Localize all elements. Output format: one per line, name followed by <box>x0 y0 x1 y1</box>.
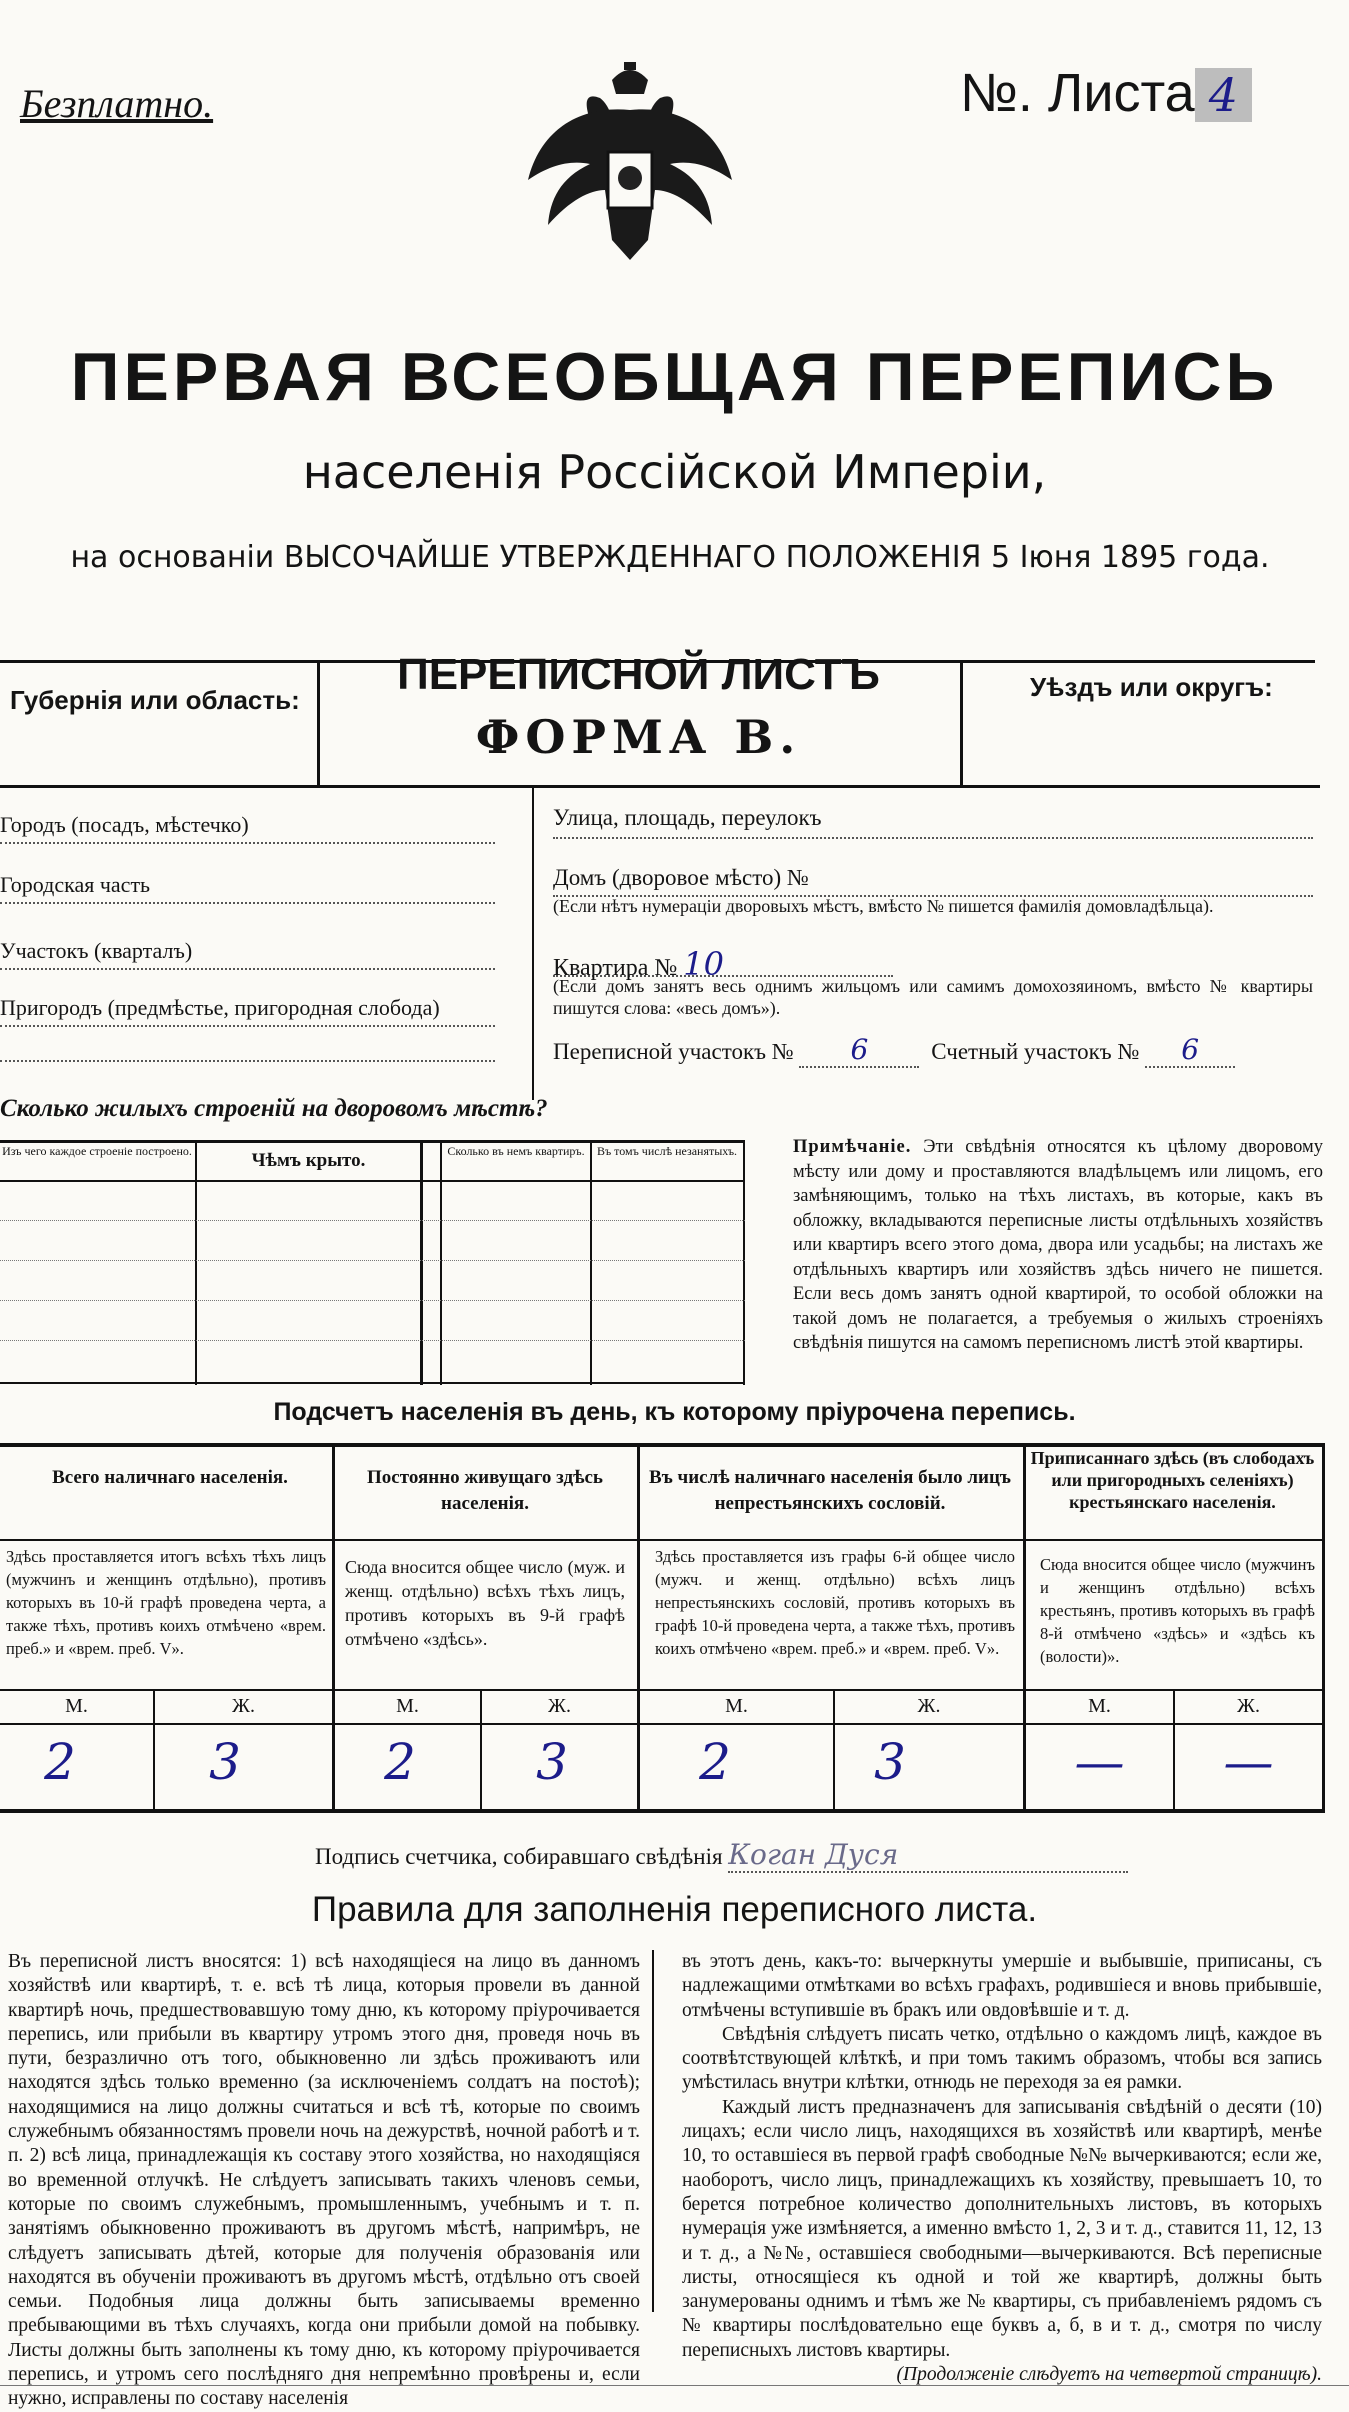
street-label: Улица, площадь, переулокъ <box>553 805 822 830</box>
note-text: Эти свѣдѣнія относятся къ цѣлому дворовому мѣсту или дому и проставляются владѣльцемъ или лицомъ, его замѣняющимъ, только на тѣхъ листахъ, въ которые, какъ въ обложку, вкладываются переписные листы отдѣльныхъ хозяйствъ или квартиръ всего этого дома, двора или усадьбы; на листахъ же отдѣльныхъ квартиръ или хозяйствъ здѣсь ничего не пишется. Если весь домъ занятъ одной квартирой, то особой обложки на такой домъ не полагается, а требуемыя о жилыхъ строеніяхъ свѣдѣнія пишутся на самомъ переписномъ листѣ этой квартиры. <box>793 1137 1323 1353</box>
signature <box>315 1838 1128 1873</box>
rules-right-p1: въ этотъ день, какъ-то: вычеркнуты умершіе и выбывшіе, приписаны, съ надлежащими отмѣтками во всѣхъ графахъ, родившіеся и вновь прибывшіе, отмѣчены вступившіе въ бракъ или овдовѣвшіе и т. д. <box>682 1951 1322 2021</box>
col1-m-label: М. <box>65 1695 88 1717</box>
count-table-title: Подсчетъ населенія въ день, къ которому пріурочена перепись. <box>273 1398 1076 1426</box>
note-label: Примѣчаніе. <box>793 1137 912 1157</box>
col2-m-value: 2 <box>384 1733 416 1791</box>
suburb-field <box>0 995 495 1027</box>
city-field <box>0 812 495 844</box>
count-table <box>0 1443 1325 1813</box>
note <box>793 1135 1323 1356</box>
flat-note: (Если домъ занятъ весь однимъ жильцомъ или самимъ домохозяиномъ, вмѣсто № квартиры пишутся слова: «весь домъ»). <box>553 976 1313 1018</box>
buildings-table <box>0 1140 745 1385</box>
free-label: Безплатно. <box>20 81 214 126</box>
col2-header: Постоянно живущаго здѣсь населенія. <box>367 1467 603 1514</box>
house-note: (Если нѣтъ нумераціи дворовыхъ мѣстъ, вмѣсто № пишется фамилія домовладѣльца). <box>553 896 1214 916</box>
flat-field <box>553 945 893 983</box>
col3-m-value: 2 <box>699 1733 731 1791</box>
signature-label: Подпись счетчика, собиравшаго свѣдѣнія <box>315 1844 723 1869</box>
house-field <box>553 865 1313 897</box>
extra-line <box>0 1040 495 1062</box>
subtitle: населенія Россійской Имперіи, <box>302 445 1047 499</box>
double-headed-eagle-emblem <box>520 60 740 270</box>
form-name: ФОРМА В. <box>475 710 802 764</box>
col1-header: Всего наличнаго населенія. <box>52 1467 288 1488</box>
col2-f-label: Ж. <box>548 1695 571 1717</box>
uezd-label: Уѣздъ или округъ: <box>1030 672 1273 702</box>
district-field <box>553 1033 1313 1068</box>
quarter-label: Участокъ (кварталъ) <box>0 938 193 963</box>
continued-note: (Продолженіе слѣдуетъ на четвертой страницѣ). <box>896 2364 1322 2386</box>
count-value: 6 <box>1145 1033 1235 1068</box>
buildings-question <box>0 1095 760 1123</box>
gubernia-label: Губернія или область: <box>10 685 300 715</box>
col4-f-value: — <box>1223 1733 1274 1791</box>
form-title: ПЕРЕПИСНОЙ ЛИСТЪ <box>397 650 880 699</box>
house-label: Домъ (дворовое мѣсто) № <box>553 865 809 890</box>
col4-header: Приписаннаго здѣсь (въ слободахъ или пригородныхъ селеніяхъ) крестьянскаго населенія. <box>1030 1448 1315 1512</box>
sheet-number-label: №. Листа <box>960 63 1195 123</box>
rules-title: Правила для заполненія переписного листа. <box>311 1890 1038 1929</box>
flat-value: 10 <box>683 945 724 983</box>
quarter-field <box>0 938 495 970</box>
col3-f-value: 3 <box>874 1733 906 1791</box>
rules-right-p3: Каждый листъ предназначенъ для записыванія свѣдѣній о десяти (10) лицахъ; если число лицъ, находящихся въ хозяйствѣ или квартирѣ, менѣе 10, то оставшіеся въ первой графѣ свободные №№ вычеркиваются; если же, наоборотъ, число лицъ, принадлежащихъ къ хозяйству, превышаетъ 10, то берется потребное количество дополнительныхъ листовъ, въ которыхъ нумерація уже измѣняется, а именно вмѣсто 1, 2, 3 и т. д., ставится 11, 12, 13 и т. д., а №№, оставшіеся свободными—вычеркиваются. Всѣ переписные листы, относящіеся къ одной и той же квартирѣ, должны быть занумерованы однимъ и тѣмъ же № квартиры, съ прибавленіемъ рядомъ съ № квартиры послѣдовательно еще буквъ а, б, в и т. д., смотря по числу переписныхъ листовъ квартиры. <box>682 2096 1322 2361</box>
col4-m-label: М. <box>1088 1695 1111 1717</box>
col3-desc: Здѣсь проставляется изъ графы 6-й общее число (мужч. и женщ. отдѣльно) всѣхъ лицъ непрестьянскихъ сословій, противъ которыхъ въ графѣ 10-й проведена черта, а также тѣхъ, противъ коихъ отмѣчено «врем. преб.» и «врем. преб. V». <box>655 1547 1015 1658</box>
col2-desc: Сюда вносится общее число (муж. и женщ. отдѣльно) всѣхъ тѣхъ лицъ, противъ которыхъ въ 9-й графѣ отмѣчено «здѣсь». <box>345 1557 625 1649</box>
col1-f-value: 3 <box>209 1733 241 1791</box>
col3-header: Въ числѣ наличнаго населенія было лицъ непрестьянскихъ сословій. <box>649 1467 1011 1514</box>
col1-f-label: Ж. <box>232 1695 255 1717</box>
col2-m-label: М. <box>396 1695 419 1717</box>
col2-f-value: 3 <box>536 1733 568 1791</box>
col-roof: Чѣмъ крыто. <box>251 1150 366 1171</box>
col-vacant: Въ томъ числѣ незанятыхъ. <box>596 1144 738 1158</box>
col4-f-label: Ж. <box>1237 1695 1260 1717</box>
rules-right <box>682 1950 1322 2387</box>
col1-m-value: 2 <box>44 1733 76 1791</box>
city-field-label: Городъ (посадъ, мѣстечко) <box>0 812 249 837</box>
flat-label: Квартира № <box>553 955 678 981</box>
col4-desc: Сюда вносится общее число (мужчинъ и женщинъ отдѣльно) всѣхъ крестьянъ, противъ которыхъ въ графѣ 8-й отмѣчено «здѣсь» и «здѣсь къ (волости)». <box>1040 1555 1315 1666</box>
signature-value: Коган Дуся <box>728 1838 1128 1873</box>
city-part-field <box>0 872 495 904</box>
col-flats: Сколько въ немъ квартиръ. <box>447 1144 585 1158</box>
rules-left: Въ переписной листъ вносятся: 1) всѣ находящіеся на лицо въ данномъ хозяйствѣ или квартирѣ, т. е. всѣ тѣ лица, которыя провели въ данной квартирѣ ночь, предшествовавшую тому дню, къ которому пріурочивается перепись, или прибыли въ квартиру утромъ этого дня, проведя ночь въ пути, безразлично отъ того, обыкновенно ли здѣсь проживаютъ или находятся здѣсь только временно (за исключеніемъ солдатъ на постоѣ); находящимися на лицо должны считаться и всѣ тѣ, которые по своимъ служебнымъ обязанностямъ провели ночь на дежурствѣ, ночной работѣ и т. п. 2) всѣ лица, принадлежащія къ составу этого хозяйства, но находящіяся во временной отлучкѣ. Не слѣдуетъ записывать такихъ членовъ семьи, которые по своимъ служебнымъ, промышленнымъ, учебнымъ и т. п. занятіямъ обыкновенно проживаютъ въ другомъ мѣстѣ, напримѣръ, не слѣдуетъ записывать дѣтей, которые для полученія образованія или находятся въ обученіи проживаютъ въ другомъ мѣстѣ, отдѣльно отъ своей семьи. Подобныя лица должны быть записываемы временно пребывающими въ тѣхъ случаяхъ, когда они прибыли домой на побывку. Листы должны быть заполнены къ тому дню, къ которому пріурочивается перепись, и утромъ сего послѣдняго дня непремѣнно провѣрены и, если нужно, исправлены по составу населенія <box>8 1951 640 2410</box>
count-label: Счетный участокъ № <box>931 1039 1140 1064</box>
suburb-label: Пригородъ (предмѣстье, пригородная слобода) <box>0 995 440 1020</box>
city-part-label: Городская часть <box>0 872 151 897</box>
district-value: 6 <box>799 1033 919 1068</box>
buildings-question-text: Сколько жилыхъ строеній на дворовомъ мѣстѣ? <box>0 1095 548 1122</box>
col1-desc: Здѣсь проставляется итогъ всѣхъ тѣхъ лицъ (мужчинъ и женщинъ отдѣльно), противъ которыхъ въ 10-й графѣ проведена черта, а также тѣхъ, противъ коихъ отмѣчено «врем. преб.» и «врем. преб. V». <box>6 1547 326 1658</box>
basis-line: на основаніи ВЫСОЧАЙШЕ УТВЕРЖДЕННАГО ПОЛОЖЕНІЯ 5 Іюня 1895 года. <box>70 540 1270 575</box>
col-material: Изъ чего каждое строеніе построено. <box>2 1144 192 1158</box>
col3-m-label: М. <box>725 1695 748 1717</box>
sheet-number <box>960 62 1252 124</box>
col4-m-value: — <box>1074 1733 1125 1791</box>
main-title: ПЕРВАЯ ВСЕОБЩАЯ ПЕРЕПИСЬ <box>70 339 1279 415</box>
rules-right-p2: Свѣдѣнія слѣдуетъ писать четко, отдѣльно о каждомъ лицѣ, каждое въ соотвѣтствующей клѣткѣ, и при томъ такимъ образомъ, чтобы вся запись умѣстилась внутри клѣтки, отнюдь не переходя за ея рамки. <box>682 2023 1322 2094</box>
district-label: Переписной участокъ № <box>553 1039 794 1064</box>
sheet-number-value: 4 <box>1195 68 1252 122</box>
street-field <box>553 805 1313 839</box>
col3-f-label: Ж. <box>917 1695 941 1717</box>
